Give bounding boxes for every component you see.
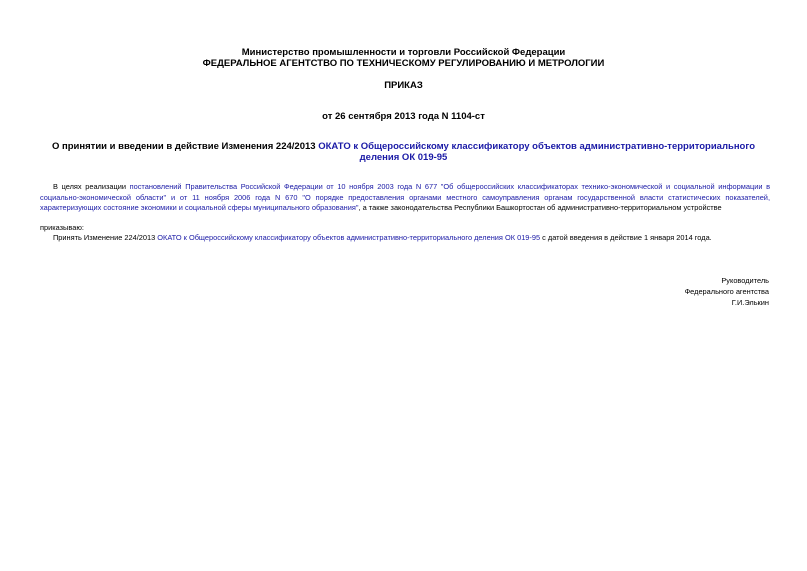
preamble-suffix: , а также законодательства Республики Башкортостан об административно-территориальном устройстве [358,203,722,213]
preamble-prefix: В целях реализации [53,182,130,191]
order-date: от 26 сентября 2013 года N 1104-ст [322,111,485,122]
agency-heading: ФЕДЕРАЛЬНОЕ АГЕНТСТВО ПО ТЕХНИЧЕСКОМУ РЕГУЛИРОВАНИЮ И МЕТРОЛОГИИ [202,58,605,69]
accept-paragraph [40,233,770,244]
preamble-paragraph [40,182,770,214]
signature-name: Г.И.Элькин [731,298,769,307]
title-prefix: О принятии и введении в действие Изменения 224/2013 [51,141,319,152]
title-okato-link[interactable]: ОКАТО к Общероссийскому классификатору объектов административно-территориального деления ОК 019-95 [318,141,755,163]
signature-agency: Федерального агентства [684,287,769,296]
prikazyvayu-text: приказываю: [40,223,84,232]
government-decrees-link[interactable]: постановлений Правительства Российской Федерации от 10 ноября 2003 года N 677 "Об общероссийских классификаторах технико-экономической и социальной информации в социально-экономической области" и от 11 ноября 2006 года N 670 "О порядке предоставления органами местного самоуправления органам государственной власти статистических показателей, характеризующих состояние экономики и социальной сферы муниципального образования" [40,182,771,213]
ministry-heading: Министерство промышленности и торговли Российской Федерации [241,47,566,58]
order-heading: ПРИКАЗ [384,80,423,91]
signature-position: Руководитель [721,276,769,285]
accept-prefix: Принять Изменение 224/2013 [53,233,158,242]
accept-suffix: с датой введения в действие 1 января 2014 года. [540,233,712,242]
accept-okato-link[interactable]: ОКАТО к Общероссийскому классификатору объектов административно-территориального деления ОК 019-95 [157,233,541,242]
document-title [40,141,767,163]
